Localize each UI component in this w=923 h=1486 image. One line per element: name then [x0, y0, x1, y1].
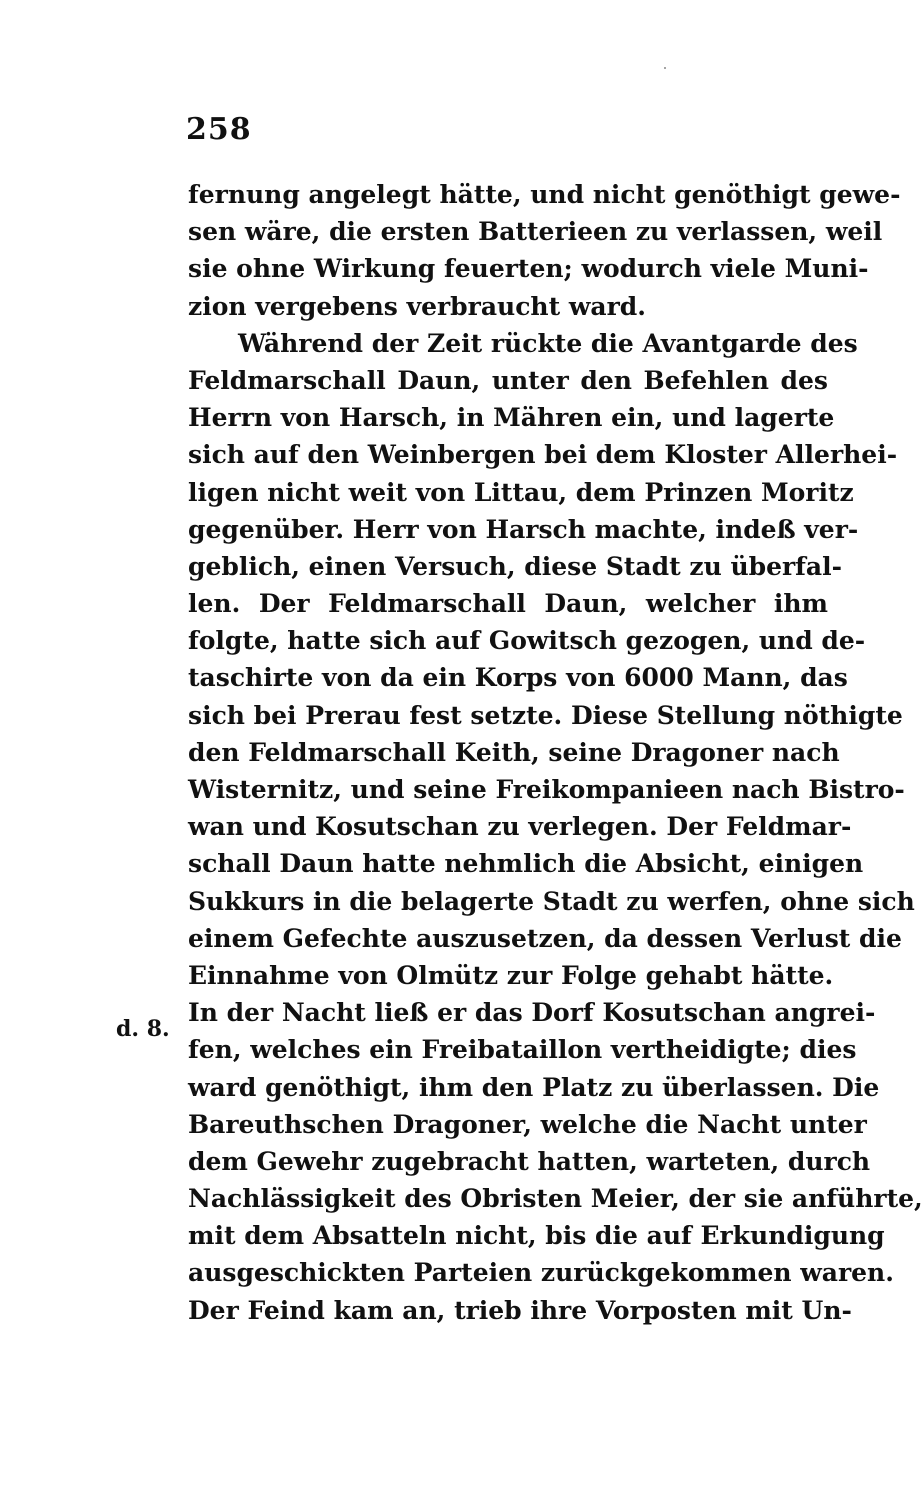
- text-line: schall Daun hatte nehmlich die Absicht, einigen: [188, 849, 864, 879]
- paper-speck: [664, 67, 666, 69]
- text-line: In der Nacht ließ er das Dorf Kosutschan angrei-: [188, 998, 876, 1028]
- text-line: Wisternitz, und seine Freikompanieen nach Bistro-: [188, 775, 905, 804]
- text-line: Einnahme von Olmütz zur Folge gehabt hätte.: [188, 960, 834, 990]
- text-line: fen, welches ein Freibataillon vertheidigte; dies: [188, 1035, 857, 1065]
- body-text: [188, 176, 923, 1329]
- text-line: den Feldmarschall Keith, seine Dragoner nach: [188, 737, 840, 767]
- text-line: sich bei Prerau fest setzte. Diese Stellung nöthigte: [188, 700, 903, 730]
- text-line: ward genöthigt, ihm den Platz zu überlassen. Die: [188, 1072, 880, 1102]
- text-line: fernung angelegt hätte, und nicht genöthigt gewe-: [188, 180, 901, 209]
- text-line: dem Gewehr zugebracht hatten, warteten, durch: [188, 1146, 871, 1176]
- text-line: Der Feind kam an, trieb ihre Vorposten mit Un-: [188, 1295, 852, 1325]
- text-line: wan und Kosutschan zu verlegen. Der Feldmar-: [188, 812, 852, 842]
- text-line: Bareuthschen Dragoner, welche die Nacht unter: [188, 1109, 867, 1139]
- text-line: Feldmarschall Daun, unter den Befehlen des: [188, 365, 828, 395]
- text-line: geblich, einen Versuch, diese Stadt zu überfal-: [188, 551, 843, 581]
- text-line: sich auf den Weinbergen bei dem Kloster Allerhei-: [188, 440, 898, 470]
- text-line: Während der Zeit rückte die Avantgarde des: [238, 328, 858, 358]
- text-line: Sukkurs in die belagerte Stadt zu werfen, ohne sich: [188, 886, 915, 916]
- text-line: ausgeschickten Parteien zurückgekommen waren.: [188, 1258, 894, 1288]
- text-line: taschirte von da ein Korps von 6000 Mann, das: [188, 663, 848, 693]
- text-line: Herrn von Harsch, in Mähren ein, und lagerte: [188, 403, 835, 433]
- text-line: mit dem Absatteln nicht, bis die auf Erkundigung: [188, 1221, 885, 1251]
- text-line: len. Der Feldmarschall Daun, welcher ihm: [188, 589, 828, 619]
- margin-date-note: d. 8.: [116, 1016, 170, 1042]
- text-line: einem Gefechte auszusetzen, da dessen Verlust die: [188, 923, 902, 953]
- text-line: Nachlässigkeit des Obristen Meier, der sie anführte,: [188, 1184, 923, 1214]
- page-number: 258: [186, 112, 252, 147]
- text-line: gegenüber. Herr von Harsch machte, indeß ver-: [188, 514, 859, 544]
- text-line: ligen nicht weit von Littau, dem Prinzen Moritz: [188, 477, 854, 507]
- text-line: folgte, hatte sich auf Gowitsch gezogen, und de-: [188, 626, 866, 656]
- text-line: zion vergebens verbraucht ward.: [188, 291, 646, 321]
- text-line: sen wäre, die ersten Batterieen zu verlassen, weil: [188, 217, 883, 247]
- text-line: sie ohne Wirkung feuerten; wodurch viele Muni-: [188, 254, 869, 284]
